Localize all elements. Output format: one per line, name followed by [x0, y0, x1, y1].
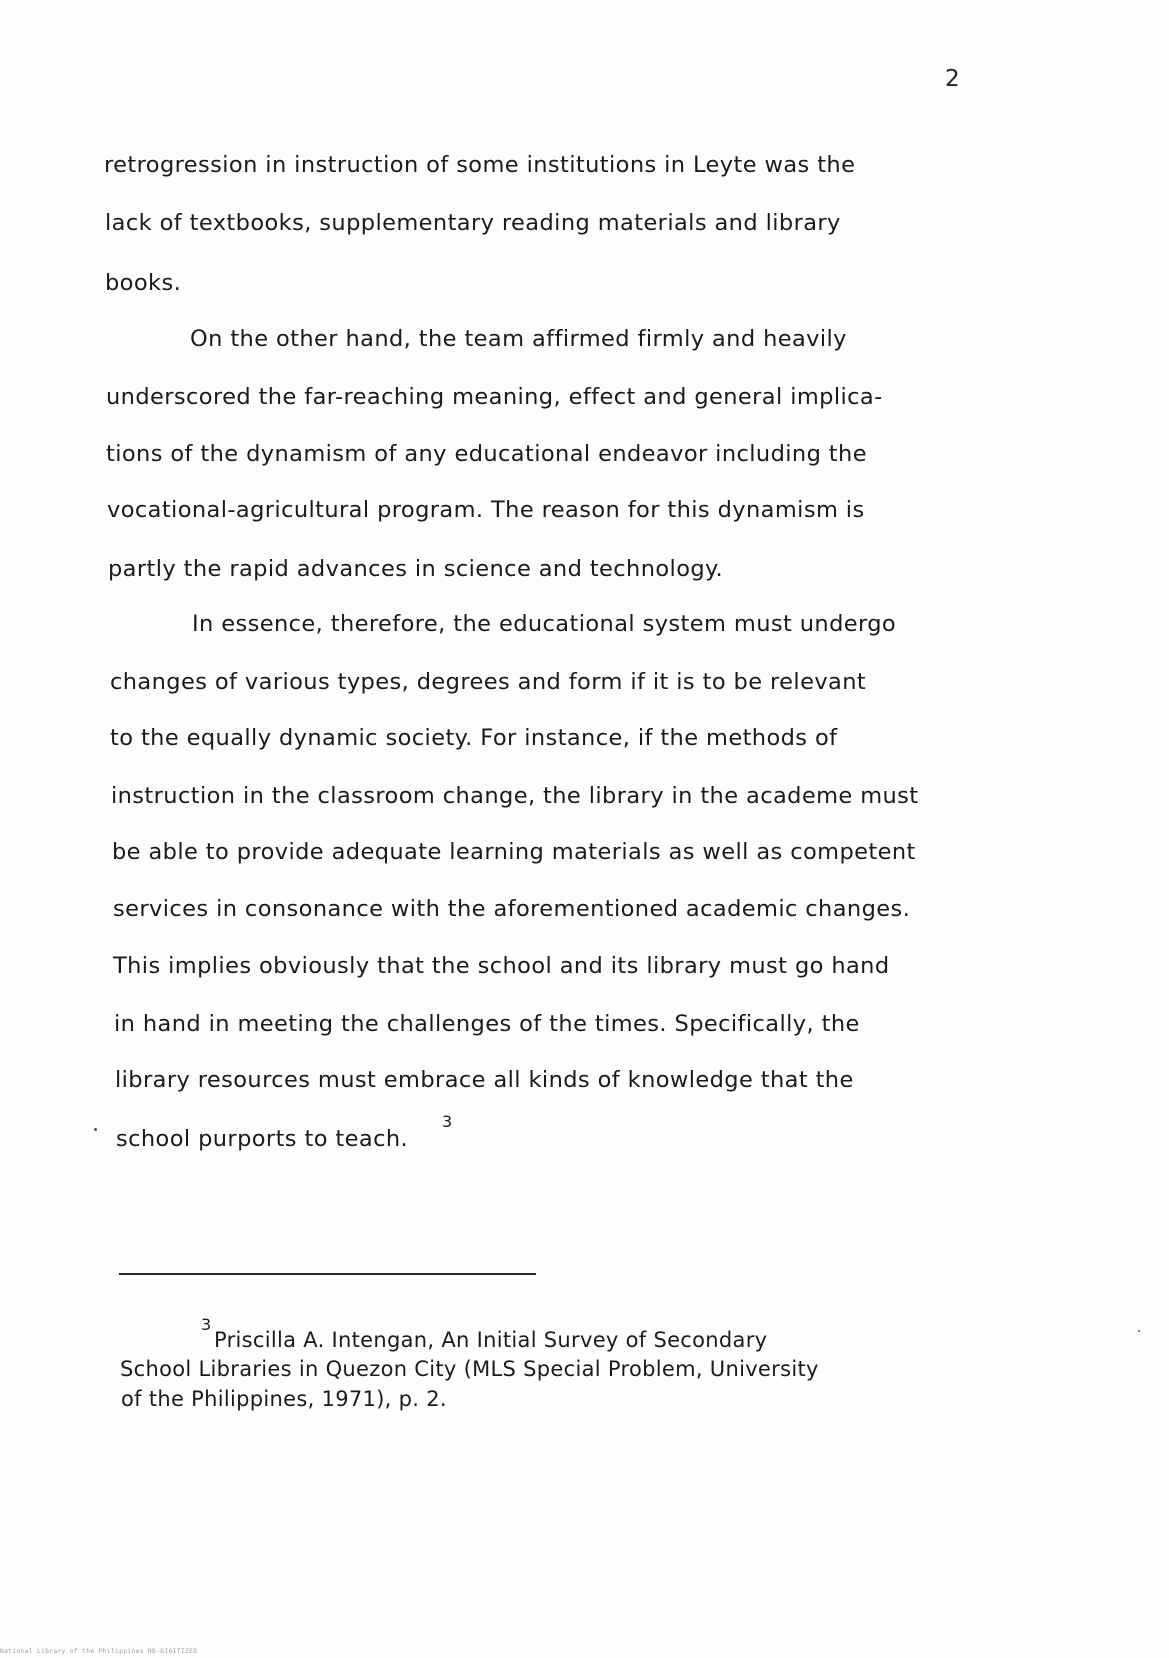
footnote-marker: 3 — [201, 1315, 212, 1334]
body-line-10: changes of various types, degrees and form if it is to be relevant — [110, 669, 867, 695]
scan-speck — [94, 1128, 97, 1131]
body-line-2: lack of textbooks, supplementary reading materials and library — [105, 210, 841, 236]
footnote-separator — [119, 1273, 536, 1275]
body-line-12: instruction in the classroom change, the library in the academe must — [111, 783, 919, 809]
footnote-line-2: School Libraries in Quezon City (MLS Special Problem, University — [120, 1357, 819, 1381]
body-line-4: On the other hand, the team affirmed firmly and heavily — [190, 326, 847, 352]
scan-footer: National Library of the Philippines ND-DIGITIZED — [0, 1648, 198, 1655]
body-line-11: to the equally dynamic society. For instance, if the methods of — [110, 725, 838, 751]
body-line-18: school purports to teach. — [116, 1126, 409, 1152]
body-line-1: retrogression in instruction of some institutions in Leyte was the — [104, 152, 856, 178]
footnote-line-1: Priscilla A. Intengan, An Initial Survey of Secondary — [214, 1328, 768, 1352]
body-line-15: This implies obviously that the school and its library must go hand — [113, 953, 890, 979]
body-line-16: in hand in meeting the challenges of the times. Specifically, the — [114, 1011, 860, 1037]
body-line-9: In essence, therefore, the educational system must undergo — [192, 611, 897, 637]
body-line-8: partly the rapid advances in science and technology. — [108, 556, 724, 582]
body-line-6: tions of the dynamism of any educational endeavor including the — [106, 441, 867, 467]
body-line-17: library resources must embrace all kinds of knowledge that the — [115, 1067, 854, 1093]
body-line-3: books. — [105, 270, 182, 296]
body-line-7: vocational-agricultural program. The reason for this dynamism is — [107, 497, 865, 523]
body-line-5: underscored the far-reaching meaning, effect and general implica- — [106, 384, 883, 410]
body-line-13: be able to provide adequate learning materials as well as competent — [112, 839, 916, 865]
page-number: 2 — [945, 66, 960, 92]
footnote-line-3: of the Philippines, 1971), p. 2. — [121, 1387, 447, 1411]
body-line-14: services in consonance with the aforementioned academic changes. — [113, 896, 911, 922]
scan-speck — [1138, 1330, 1140, 1332]
footnote-reference: 3 — [442, 1112, 453, 1131]
